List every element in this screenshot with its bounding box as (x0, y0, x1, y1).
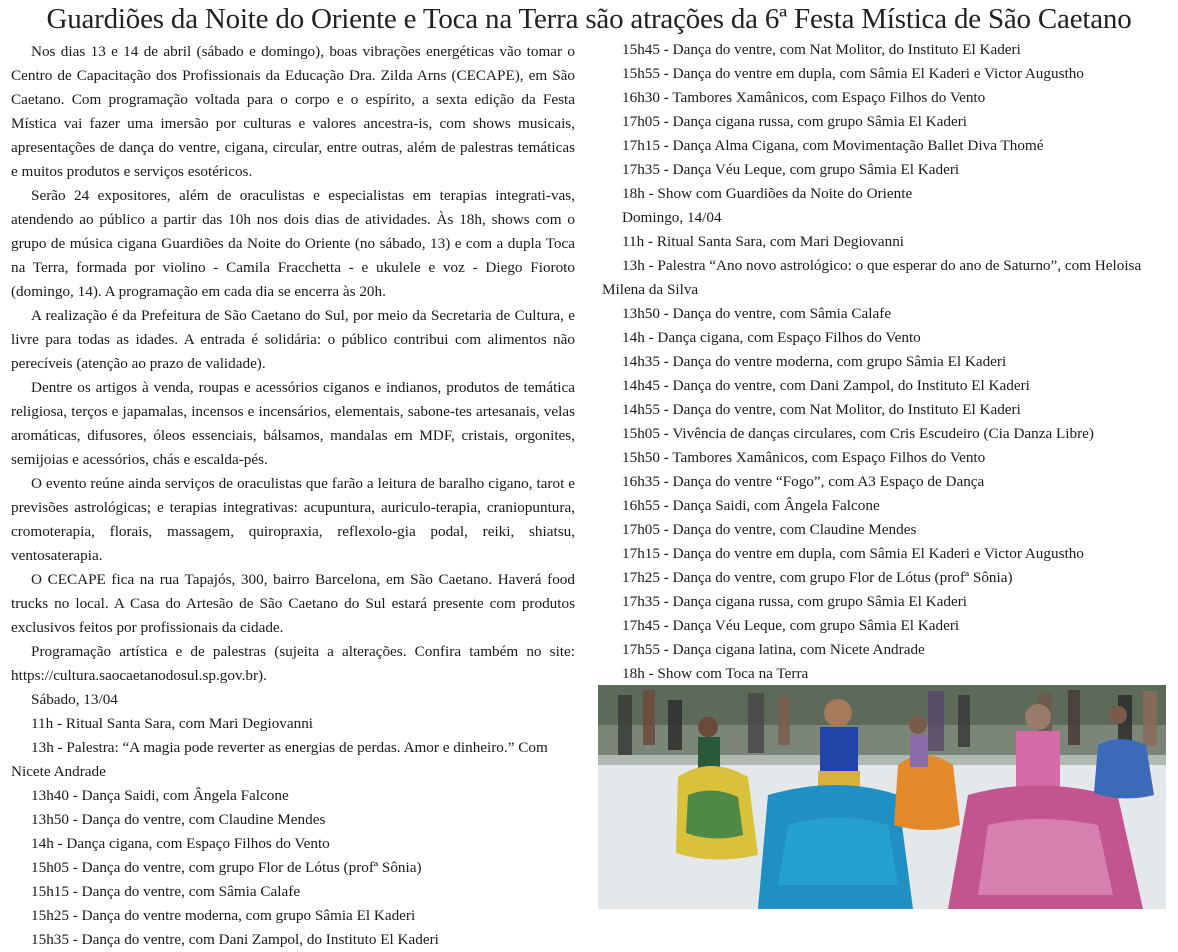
intro-paragraph-3: A realização é da Prefeitura de São Caetano do Sul, por meio da Secretaria de Cultura, e livre para todas as idades. A entrada é solidária: o público contribui com alimentos não perecíveis (atenção ao prazo de validade). (11, 307, 575, 372)
schedule-item: 17h05 - Dança cigana russa, com grupo Sâmia El Kaderi (622, 113, 967, 130)
intro-paragraph-2: Serão 24 expositores, além de oraculistas e especialistas em terapias integrati-vas, atendendo ao público a partir das 10h nos dois dias de atividades. Às 18h, shows com o grupo de música cigana Guardiões da Noite do Oriente (no sábado, 13) e com a dupla Toca na Terra, formada por violino - Camila Fracchetta - e ukulele e voz - Diego Fioroto (domingo, 14). A programação em cada dia se encerra às 20h. (11, 187, 575, 300)
intro-paragraph-4: Dentre os artigos à venda, roupas e acessórios ciganos e indianos, produtos de temática religiosa, terços e japamalas, incensos e incensários, elementais, sabone-tes artesanais, velas aromáticas, difusores, óleos essenciais, bálsamos, mandalas em MDF, cristais, orgonites, semijoias e acessórios, chás e escalda-pés. (11, 379, 575, 468)
schedule-item: 16h55 - Dança Saidi, com Ângela Falcone (622, 497, 880, 514)
schedule-item: 13h50 - Dança do ventre, com Claudine Mendes (31, 811, 326, 828)
schedule-item: 17h15 - Dança do ventre em dupla, com Sâmia El Kaderi e Victor Augustho (622, 545, 1084, 562)
schedule-item: 15h50 - Tambores Xamânicos, com Espaço Filhos do Vento (622, 449, 986, 466)
schedule-item: 18h - Show com Toca na Terra (622, 665, 809, 682)
left-column (11, 40, 575, 952)
schedule-item: 17h35 - Dança cigana russa, com grupo Sâmia El Kaderi (622, 593, 967, 610)
intro-paragraph-7: Programação artística e de palestras (sujeita a alterações. Confira também no site: https://cultura.saocaetanodosul.sp.gov.br). (11, 643, 575, 684)
schedule-item: 15h55 - Dança do ventre em dupla, com Sâmia El Kaderi e Victor Augustho (622, 65, 1084, 82)
event-photo (598, 685, 1166, 909)
schedule-item: 17h45 - Dança Véu Leque, com grupo Sâmia El Kaderi (622, 617, 960, 634)
schedule-item: 16h35 - Dança do ventre “Fogo”, com A3 Espaço de Dança (622, 473, 985, 490)
schedule-item: 11h - Ritual Santa Sara, com Mari Degiovanni (31, 715, 314, 732)
intro-paragraph-6: O CECAPE fica na rua Tapajós, 300, bairro Barcelona, em São Caetano. Haverá food trucks no local. A Casa do Artesão de São Caetano do Sul estará presente com produtos exclusivos feitos por profissionais da cidade. (11, 571, 575, 636)
schedule-item: 15h45 - Dança do ventre, com Nat Molitor, do Instituto El Kaderi (622, 41, 1021, 58)
schedule-item: 13h50 - Dança do ventre, com Sâmia Calafe (622, 305, 892, 322)
schedule-item: 14h45 - Dança do ventre, com Dani Zampol, do Instituto El Kaderi (622, 377, 1030, 394)
schedule-item: 15h35 - Dança do ventre, com Dani Zampol, do Instituto El Kaderi (31, 931, 439, 948)
schedule-item: 16h30 - Tambores Xamânicos, com Espaço Filhos do Vento (622, 89, 986, 106)
schedule-item: 17h25 - Dança do ventre, com grupo Flor de Lótus (profª Sônia) (622, 569, 1013, 586)
schedule-item: 18h - Show com Guardiões da Noite do Oriente (622, 185, 913, 202)
schedule-item: 14h - Dança cigana, com Espaço Filhos do Vento (622, 329, 921, 346)
schedule-item: 14h55 - Dança do ventre, com Nat Molitor, do Instituto El Kaderi (622, 401, 1021, 418)
schedule-item: 14h - Dança cigana, com Espaço Filhos do Vento (31, 835, 330, 852)
schedule-item: 13h - Palestra: “A magia pode reverter as energias de perdas. Amor e dinheiro.” Com Nicete Andrade (11, 739, 548, 780)
schedule-item: 11h - Ritual Santa Sara, com Mari Degiovanni (622, 233, 905, 250)
schedule-item: 13h - Palestra “Ano novo astrológico: o que esperar do ano de Saturno”, com Heloisa Milena da Silva (602, 257, 1142, 298)
schedule-item: 17h15 - Dança Alma Cigana, com Movimentação Ballet Diva Thomé (622, 137, 1044, 154)
schedule-item: 17h35 - Dança Véu Leque, com grupo Sâmia El Kaderi (622, 161, 960, 178)
article-headline: Guardiões da Noite do Oriente e Toca na Terra são atrações da 6ª Festa Mística de São Caetano (46, 3, 1132, 35)
schedule-item: 15h15 - Dança do ventre, com Sâmia Calafe (31, 883, 301, 900)
right-column (602, 38, 1168, 686)
schedule-item: 15h05 - Dança do ventre, com grupo Flor de Lótus (profª Sônia) (31, 859, 422, 876)
schedule-item: 17h55 - Dança cigana latina, com Nicete Andrade (622, 641, 925, 658)
intro-paragraph-1: Nos dias 13 e 14 de abril (sábado e domingo), boas vibrações energéticas vão tomar o Centro de Capacitação dos Profissionais da Educação Dra. Zilda Arns (CECAPE), em São Caetano. Com programação voltada para o corpo e o espírito, a sexta edição da Festa Mística vai fazer uma imersão por culturas e valores ancestra-is, com shows musicais, apresentações de dança do ventre, cigana, circular, entre outras, além de palestras temáticas e muitos produtos e serviços esotéricos. (11, 43, 575, 180)
schedule-item: 15h05 - Vivência de danças circulares, com Cris Escudeiro (Cia Danza Libre) (622, 425, 1094, 442)
schedule-item: 15h25 - Dança do ventre moderna, com grupo Sâmia El Kaderi (31, 907, 416, 924)
saturday-heading: Sábado, 13/04 (31, 691, 118, 708)
dancers-illustration (598, 685, 1166, 909)
sunday-heading: Domingo, 14/04 (622, 209, 722, 226)
schedule-item: 17h05 - Dança do ventre, com Claudine Mendes (622, 521, 917, 538)
schedule-item: 14h35 - Dança do ventre moderna, com grupo Sâmia El Kaderi (622, 353, 1007, 370)
intro-paragraph-5: O evento reúne ainda serviços de oraculistas que farão a leitura de baralho cigano, tarot e previsões astrológicas; e terapias integrativas: acupuntura, auriculo-terapia, craniopuntura, cromoterapia, florais, massagem, quiropraxia, reflexolo-gia podal, reiki, shiatsu, ventosaterapia. (11, 475, 575, 564)
schedule-item: 13h40 - Dança Saidi, com Ângela Falcone (31, 787, 289, 804)
